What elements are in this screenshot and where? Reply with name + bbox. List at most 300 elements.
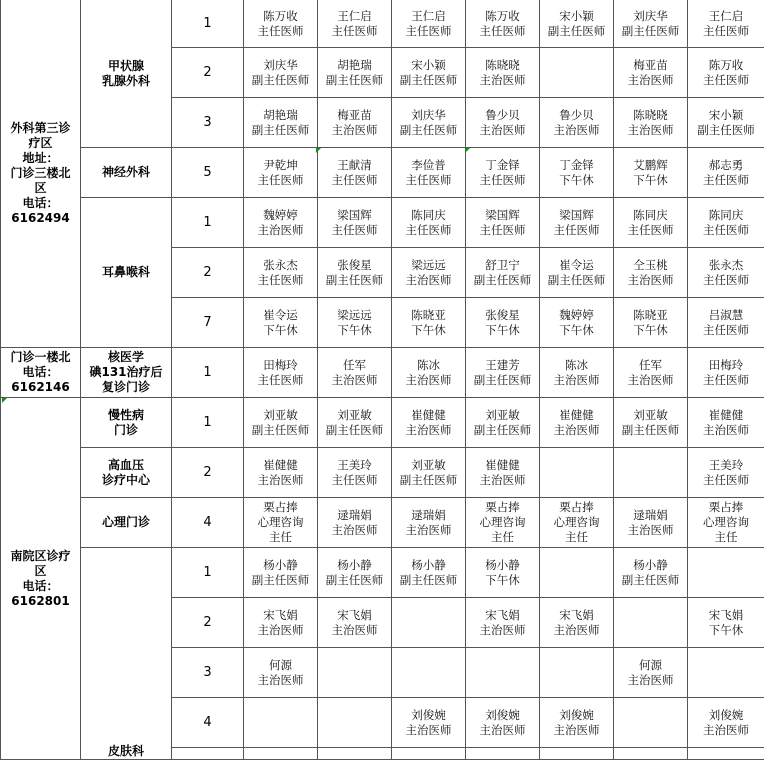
doctor-title: 下午休 xyxy=(466,573,539,588)
doctor-name: 尹乾坤 xyxy=(244,158,317,173)
doctor-name: 鲁少贝 xyxy=(540,108,613,123)
doctor-name: 杨小静 xyxy=(244,558,317,573)
doctor-cell xyxy=(244,698,318,748)
doctor-title: 主治医师 xyxy=(244,673,317,688)
department-label xyxy=(81,548,172,760)
doctor-title: 主任医师 xyxy=(688,73,764,88)
department-label xyxy=(81,448,172,498)
doctor-title-line2: 主任 xyxy=(540,530,613,545)
department-label xyxy=(81,398,172,448)
doctor-cell xyxy=(318,598,392,648)
doctor-title: 副主任医师 xyxy=(318,423,391,438)
room-number: 1 xyxy=(172,198,244,248)
doctor-cell xyxy=(466,198,540,248)
doctor-name: 陈晓亚 xyxy=(392,308,465,323)
doctor-cell xyxy=(244,98,318,148)
doctor-title: 主任医师 xyxy=(688,173,764,188)
doctor-name: 张永杰 xyxy=(688,258,764,273)
doctor-name: 刘俊婉 xyxy=(392,708,465,723)
doctor-title: 主任医师 xyxy=(244,173,317,188)
doctor-title: 心理咨询 xyxy=(688,515,764,530)
doctor-cell xyxy=(392,98,466,148)
doctor-cell xyxy=(540,248,614,298)
doctor-name: 宋飞娟 xyxy=(244,608,317,623)
doctor-cell xyxy=(318,548,392,598)
doctor-name: 王美玲 xyxy=(318,458,391,473)
doctor-title: 主治医师 xyxy=(466,123,539,138)
doctor-cell xyxy=(688,648,764,698)
doctor-name: 王美玲 xyxy=(688,458,764,473)
doctor-name: 胡艳瑞 xyxy=(244,108,317,123)
doctor-title: 主治医师 xyxy=(614,673,687,688)
doctor-title: 主任医师 xyxy=(318,223,391,238)
doctor-cell xyxy=(244,448,318,498)
doctor-name: 任军 xyxy=(318,358,391,373)
doctor-cell xyxy=(540,598,614,648)
dept-line xyxy=(81,669,171,684)
doctor-name: 魏婷婷 xyxy=(540,308,613,323)
doctor-cell xyxy=(392,598,466,648)
doctor-title: 副主任医师 xyxy=(614,573,687,588)
doctor-cell xyxy=(392,548,466,598)
doctor-name: 丁金铎 xyxy=(466,158,539,173)
doctor-cell xyxy=(540,348,614,398)
doctor-name: 崔健健 xyxy=(392,408,465,423)
doctor-title: 主治医师 xyxy=(540,423,613,438)
doctor-cell xyxy=(466,298,540,348)
dept-line xyxy=(81,654,171,669)
doctor-title: 主治医师 xyxy=(466,473,539,488)
doctor-title: 主治医师 xyxy=(318,523,391,538)
doctor-cell xyxy=(392,698,466,748)
doctor-title: 副主任医师 xyxy=(392,123,465,138)
doctor-cell xyxy=(318,98,392,148)
area-line: 地址： xyxy=(1,151,80,166)
doctor-name: 何源 xyxy=(614,658,687,673)
doctor-name: 陈晓晓 xyxy=(614,108,687,123)
area-line: 南院区诊疗 xyxy=(1,549,80,564)
doctor-title: 副主任医师 xyxy=(540,273,613,288)
dept-line: 皮肤科 xyxy=(81,744,171,759)
doctor-name: 张永杰 xyxy=(244,258,317,273)
doctor-cell xyxy=(392,348,466,398)
doctor-name: 刘亚敏 xyxy=(466,408,539,423)
doctor-title: 副主任医师 xyxy=(540,24,613,39)
doctor-title: 副主任医师 xyxy=(392,573,465,588)
doctor-cell xyxy=(688,198,764,248)
doctor-title: 主治医师 xyxy=(392,723,465,738)
doctor-cell xyxy=(688,698,764,748)
dept-line: 神经外科 xyxy=(81,165,171,180)
doctor-cell xyxy=(318,698,392,748)
doctor-cell xyxy=(392,498,466,548)
department-label xyxy=(81,0,172,148)
doctor-title: 下午休 xyxy=(540,173,613,188)
doctor-name: 王仁启 xyxy=(688,9,764,24)
area-line: 疗区 xyxy=(1,136,80,151)
doctor-title: 副主任医师 xyxy=(614,24,687,39)
doctor-title: 主任医师 xyxy=(688,24,764,39)
doctor-title: 主任医师 xyxy=(466,173,539,188)
doctor-cell xyxy=(614,398,688,448)
doctor-cell xyxy=(540,648,614,698)
doctor-cell xyxy=(318,198,392,248)
doctor-title: 主任医师 xyxy=(244,24,317,39)
doctor-cell xyxy=(688,48,764,98)
doctor-name: 陈万收 xyxy=(688,58,764,73)
area-line: 电话： xyxy=(1,365,80,380)
dept-line: 诊疗中心 xyxy=(81,473,171,488)
area-label xyxy=(1,348,81,398)
doctor-name: 任军 xyxy=(614,358,687,373)
doctor-title: 副主任医师 xyxy=(392,73,465,88)
doctor-title: 副主任医师 xyxy=(688,123,764,138)
dept-line: 碘131治疗后 xyxy=(81,365,171,380)
doctor-title: 主治医师 xyxy=(540,373,613,388)
doctor-name: 陈晓亚 xyxy=(614,308,687,323)
doctor-title: 主任医师 xyxy=(318,24,391,39)
dept-line xyxy=(81,684,171,699)
doctor-name: 栗占捧 xyxy=(540,500,613,515)
doctor-title: 下午休 xyxy=(392,323,465,338)
doctor-cell xyxy=(244,348,318,398)
room-number: 3 xyxy=(172,648,244,698)
doctor-title: 主治医师 xyxy=(318,123,391,138)
doctor-cell xyxy=(614,498,688,548)
doctor-title: 副主任医师 xyxy=(244,73,317,88)
doctor-name: 杨小静 xyxy=(614,558,687,573)
doctor-title: 主治医师 xyxy=(614,273,687,288)
doctor-title: 主治医师 xyxy=(318,623,391,638)
doctor-title: 主治医师 xyxy=(392,373,465,388)
doctor-name: 陈同庆 xyxy=(392,208,465,223)
doctor-cell xyxy=(466,548,540,598)
doctor-name: 陈万收 xyxy=(244,9,317,24)
area-line: 门诊三楼北 xyxy=(1,166,80,181)
doctor-cell xyxy=(318,498,392,548)
doctor-cell xyxy=(244,548,318,598)
doctor-name: 杨小静 xyxy=(466,558,539,573)
doctor-name: 陈同庆 xyxy=(614,208,687,223)
doctor-title: 副主任医师 xyxy=(244,573,317,588)
doctor-title: 主治医师 xyxy=(688,723,764,738)
dept-line: 耳鼻喉科 xyxy=(81,265,171,280)
doctor-cell xyxy=(392,298,466,348)
department-label xyxy=(81,198,172,348)
doctor-name: 梁远远 xyxy=(318,308,391,323)
doctor-cell xyxy=(392,0,466,48)
area-line: 区 xyxy=(1,564,80,579)
doctor-cell xyxy=(318,298,392,348)
doctor-title: 主任医师 xyxy=(244,273,317,288)
doctor-name: 李俭普 xyxy=(392,158,465,173)
doctor-cell xyxy=(392,648,466,698)
doctor-cell xyxy=(244,148,318,198)
dept-line: 慢性病 xyxy=(81,408,171,423)
dept-line xyxy=(81,729,171,744)
doctor-cell xyxy=(318,448,392,498)
doctor-cell xyxy=(244,198,318,248)
department-label xyxy=(81,148,172,198)
doctor-cell xyxy=(688,98,764,148)
doctor-cell xyxy=(466,98,540,148)
doctor-name: 栗占捧 xyxy=(244,500,317,515)
doctor-title-line2: 主任 xyxy=(688,530,764,545)
doctor-cell xyxy=(540,48,614,98)
doctor-name: 梁国辉 xyxy=(466,208,539,223)
area-line: 6162801 xyxy=(1,594,80,609)
dept-line: 甲状腺 xyxy=(81,59,171,74)
table-row xyxy=(1,448,764,498)
doctor-cell xyxy=(688,0,764,48)
doctor-name: 梁国辉 xyxy=(318,208,391,223)
doctor-title: 副主任医师 xyxy=(466,423,539,438)
doctor-name: 陈冰 xyxy=(392,358,465,373)
doctor-cell xyxy=(688,448,764,498)
doctor-title: 主治医师 xyxy=(540,123,613,138)
doctor-title: 主治医师 xyxy=(614,73,687,88)
doctor-name: 刘庆华 xyxy=(244,58,317,73)
doctor-name: 刘亚敏 xyxy=(392,458,465,473)
area-line: 6162146 xyxy=(1,380,80,395)
doctor-cell xyxy=(466,348,540,398)
doctor-title: 副主任医师 xyxy=(466,373,539,388)
table-row xyxy=(1,0,764,48)
doctor-title: 主任医师 xyxy=(318,173,391,188)
doctor-name: 陈冰 xyxy=(540,358,613,373)
doctor-name: 王仁启 xyxy=(392,9,465,24)
doctor-cell xyxy=(540,198,614,248)
doctor-cell xyxy=(614,698,688,748)
doctor-cell xyxy=(392,248,466,298)
doctor-name: 梅亚苗 xyxy=(318,108,391,123)
area-line: 区 xyxy=(1,181,80,196)
doctor-title: 下午休 xyxy=(466,323,539,338)
department-label xyxy=(81,348,172,398)
doctor-name: 陈同庆 xyxy=(688,208,764,223)
doctor-cell xyxy=(466,148,540,198)
doctor-name: 刘庆华 xyxy=(392,108,465,123)
doctor-name: 杨小静 xyxy=(392,558,465,573)
doctor-title: 主治医师 xyxy=(466,723,539,738)
table-row xyxy=(1,498,764,548)
doctor-name: 丁金铎 xyxy=(540,158,613,173)
doctor-name: 鲁少贝 xyxy=(466,108,539,123)
doctor-name: 胡艳瑞 xyxy=(318,58,391,73)
doctor-cell xyxy=(540,498,614,548)
doctor-title: 主任医师 xyxy=(688,323,764,338)
department-label xyxy=(81,498,172,548)
doctor-cell xyxy=(614,548,688,598)
doctor-title: 副主任医师 xyxy=(614,423,687,438)
table-row xyxy=(1,348,764,398)
doctor-name: 艾鹏辉 xyxy=(614,158,687,173)
area-line: 电话： xyxy=(1,579,80,594)
doctor-title: 主治医师 xyxy=(244,623,317,638)
doctor-cell xyxy=(688,298,764,348)
doctor-title: 主任医师 xyxy=(466,223,539,238)
doctor-title: 主治医师 xyxy=(244,473,317,488)
doctor-name: 崔健健 xyxy=(244,458,317,473)
room-number: 2 xyxy=(172,598,244,648)
doctor-name: 刘亚敏 xyxy=(614,408,687,423)
doctor-cell xyxy=(392,148,466,198)
doctor-title: 副主任医师 xyxy=(466,273,539,288)
doctor-cell xyxy=(688,598,764,648)
doctor-title: 心理咨询 xyxy=(244,515,317,530)
doctor-cell xyxy=(466,248,540,298)
doctor-name: 宋小颖 xyxy=(392,58,465,73)
doctor-title: 主任医师 xyxy=(688,223,764,238)
doctor-cell xyxy=(466,598,540,648)
doctor-cell xyxy=(466,448,540,498)
room-number: 1 xyxy=(172,348,244,398)
doctor-cell xyxy=(392,448,466,498)
dept-line: 心理门诊 xyxy=(81,515,171,530)
doctor-name: 刘俊婉 xyxy=(688,708,764,723)
room-number: 7 xyxy=(172,298,244,348)
doctor-title-line2: 主任 xyxy=(244,530,317,545)
doctor-name: 陈晓晓 xyxy=(466,58,539,73)
cell-marker-icon xyxy=(465,148,470,153)
doctor-title: 心理咨询 xyxy=(540,515,613,530)
doctor-name: 田梅玲 xyxy=(244,358,317,373)
doctor-cell xyxy=(318,48,392,98)
doctor-title: 主治医师 xyxy=(244,223,317,238)
doctor-cell xyxy=(614,598,688,648)
doctor-title: 副主任医师 xyxy=(392,473,465,488)
dept-line: 门诊 xyxy=(81,423,171,438)
doctor-name: 宋小颖 xyxy=(540,9,613,24)
dept-line: 乳腺外科 xyxy=(81,74,171,89)
doctor-name: 刘亚敏 xyxy=(318,408,391,423)
doctor-name: 田梅玲 xyxy=(688,358,764,373)
doctor-name: 崔健健 xyxy=(466,458,539,473)
doctor-cell xyxy=(392,398,466,448)
doctor-title: 主治医师 xyxy=(318,373,391,388)
table-row xyxy=(1,148,764,198)
table-row xyxy=(1,548,764,598)
doctor-cell xyxy=(466,48,540,98)
doctor-cell xyxy=(244,298,318,348)
doctor-title: 主任医师 xyxy=(688,373,764,388)
doctor-cell xyxy=(244,648,318,698)
doctor-title: 主任医师 xyxy=(688,273,764,288)
doctor-name: 吕淑慧 xyxy=(688,308,764,323)
doctor-title: 主治医师 xyxy=(392,523,465,538)
doctor-title: 主任医师 xyxy=(540,223,613,238)
doctor-cell xyxy=(244,498,318,548)
doctor-cell xyxy=(688,148,764,198)
doctor-cell xyxy=(688,348,764,398)
doctor-name: 刘亚敏 xyxy=(244,408,317,423)
doctor-name: 王建芳 xyxy=(466,358,539,373)
doctor-cell xyxy=(466,398,540,448)
doctor-name: 王仁启 xyxy=(318,9,391,24)
doctor-cell xyxy=(540,698,614,748)
room-number: 4 xyxy=(172,698,244,748)
doctor-title: 副主任医师 xyxy=(244,123,317,138)
doctor-name: 宋小颖 xyxy=(688,108,764,123)
doctor-title: 下午休 xyxy=(318,323,391,338)
doctor-cell xyxy=(318,148,392,198)
doctor-title: 下午休 xyxy=(614,323,687,338)
doctor-cell xyxy=(244,398,318,448)
doctor-name: 崔令运 xyxy=(540,258,613,273)
room-number: 1 xyxy=(172,548,244,598)
doctor-name: 梁远远 xyxy=(392,258,465,273)
doctor-title: 主治医师 xyxy=(392,273,465,288)
room-number: 2 xyxy=(172,48,244,98)
doctor-cell xyxy=(466,0,540,48)
doctor-name: 张俊星 xyxy=(318,258,391,273)
doctor-cell xyxy=(466,498,540,548)
doctor-cell xyxy=(688,398,764,448)
doctor-cell xyxy=(614,48,688,98)
doctor-title: 主治医师 xyxy=(540,723,613,738)
doctor-cell xyxy=(392,198,466,248)
doctor-cell xyxy=(318,348,392,398)
dept-line xyxy=(81,699,171,714)
doctor-title: 主任医师 xyxy=(318,473,391,488)
cell-marker-icon xyxy=(316,148,321,153)
cell-marker-icon xyxy=(2,398,7,403)
doctor-name: 逯瑞娟 xyxy=(392,508,465,523)
doctor-name: 刘庆华 xyxy=(614,9,687,24)
doctor-title: 主治医师 xyxy=(540,623,613,638)
doctor-name: 崔令运 xyxy=(244,308,317,323)
doctor-cell xyxy=(614,198,688,248)
area-line: 门诊一楼北 xyxy=(1,350,80,365)
doctor-title-line2: 主任 xyxy=(466,530,539,545)
doctor-title: 副主任医师 xyxy=(318,273,391,288)
doctor-cell xyxy=(466,698,540,748)
doctor-cell xyxy=(540,448,614,498)
doctor-title: 主任医师 xyxy=(244,373,317,388)
room-number: 1 xyxy=(172,0,244,48)
doctor-cell xyxy=(540,98,614,148)
doctor-title: 主任医师 xyxy=(392,173,465,188)
doctor-title: 主任医师 xyxy=(466,24,539,39)
doctor-cell xyxy=(318,398,392,448)
doctor-cell xyxy=(614,98,688,148)
doctor-name: 逯瑞娟 xyxy=(318,508,391,523)
doctor-title: 主治医师 xyxy=(614,523,687,538)
doctor-cell xyxy=(244,248,318,298)
dept-line xyxy=(81,714,171,729)
area-label xyxy=(1,0,81,348)
doctor-name: 崔健健 xyxy=(688,408,764,423)
doctor-name: 梁国辉 xyxy=(540,208,613,223)
doctor-name: 宋飞娟 xyxy=(688,608,764,623)
room-number: 1 xyxy=(172,398,244,448)
room-number: 5 xyxy=(172,148,244,198)
doctor-title: 主任医师 xyxy=(688,473,764,488)
doctor-cell xyxy=(614,298,688,348)
doctor-cell xyxy=(244,48,318,98)
dept-line: 复诊门诊 xyxy=(81,380,171,395)
doctor-title: 下午休 xyxy=(244,323,317,338)
doctor-name: 魏婷婷 xyxy=(244,208,317,223)
doctor-name: 逯瑞娟 xyxy=(614,508,687,523)
doctor-name: 陈万收 xyxy=(466,9,539,24)
doctor-name: 宋飞娟 xyxy=(318,608,391,623)
doctor-title: 主任医师 xyxy=(392,24,465,39)
doctor-title: 副主任医师 xyxy=(318,73,391,88)
doctor-cell xyxy=(244,598,318,648)
doctor-name: 栗占捧 xyxy=(688,500,764,515)
dept-line: 高血压 xyxy=(81,458,171,473)
